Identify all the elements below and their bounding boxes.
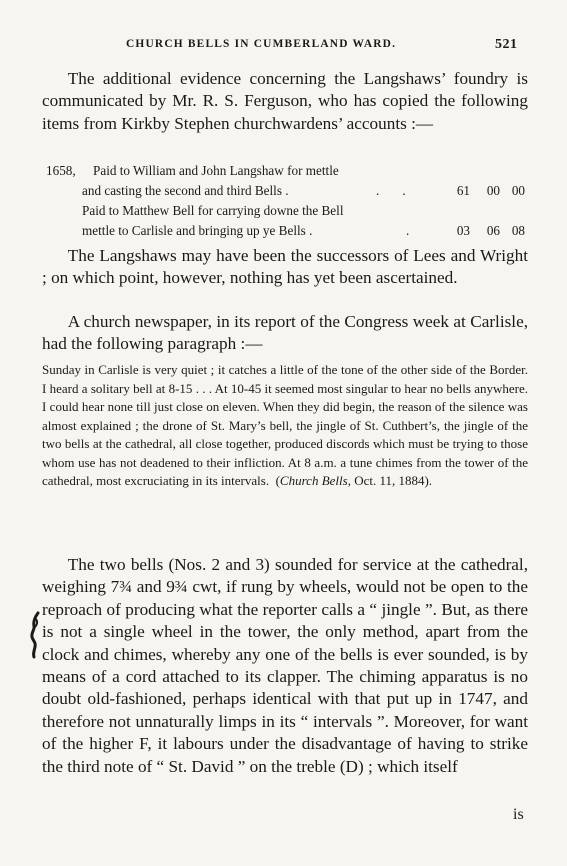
- block-quote: [42, 361, 528, 491]
- quote-citation-rest: , Oct. 11, 1884).: [347, 473, 433, 488]
- accounts-line: Paid to William and John Langshaw for mettle: [93, 163, 339, 178]
- accounts-amount: 08: [511, 223, 525, 238]
- accounts-line: and casting the second and third Bells .: [82, 183, 289, 198]
- accounts-amount: 03: [456, 223, 470, 238]
- accounts-leaders: .: [406, 223, 410, 238]
- accounts-amount: 61: [456, 183, 470, 198]
- accounts-amount: 00: [511, 183, 525, 198]
- margin-pen-mark-icon: [27, 611, 45, 659]
- paragraph-newspaper: A church newspaper, in its report of the Congress week at Carlisle, had the following paragraph :—: [42, 312, 528, 354]
- accounts-leaders: . .: [376, 183, 406, 198]
- page-number: 521: [495, 37, 518, 52]
- paragraph-intro: The additional evidence concerning the Langshaws’ foundry is communicated by Mr. R. S. Ferguson, who has copied the following items from Kirkby Stephen churchwardens’ accounts :—: [42, 69, 528, 133]
- quote-citation-source: Church Bells: [279, 473, 348, 488]
- paragraph-successors: The Langshaws may have been the successors of Lees and Wright ; on which point, however, nothing has yet been ascertained.: [42, 246, 528, 288]
- quote-text: Sunday in Carlisle is very quiet ; it catches a little of the tone of the other side of the Border. I heard a solitary bell at 8-15 . . . At 10-45 it seemed most singular to hear no bells anywhere. I could hear none till just close on eleven. When they did begin, the reason of the silence was almost explained ; the drone of St. Mary’s bell, the jingle of St. Cuthbert’s, the jingle of the two bells at the cathedral, all close together, produced discords which must be trying to those whom use has not deadened to their infliction. At 8 a.m. a tune chimes from the tower of the cathedral, most excruciating in its intervals.: [42, 362, 528, 488]
- accounts-line: Paid to Matthew Bell for carrying downe the Bell: [82, 203, 344, 218]
- accounts-line: mettle to Carlisle and bringing up ye Bells .: [82, 223, 313, 238]
- paragraph-two-bells: The two bells (Nos. 2 and 3) sounded for service at the cathedral, weighing 7¾ and 9¾ cwt, if rung by wheels, would not be open to the reproach of producing what the reporter calls a “ jingle ”. But, as there is not a single wheel in the tower, the only method, apart from the clock and chimes, whereby any one of the bells is ever sounded, is by means of a cord attached to its clapper. The chiming apparatus is no doubt old-fashioned, perhaps identical with that put up in 1747, and therefore not unnaturally limps in its “ intervals ”. Moreover, for want of the higher F, it labours under the disadvantage of having to strike the third note of “ St. David ” on the treble (D) ; which itself: [42, 555, 528, 776]
- catchword: is: [513, 806, 524, 823]
- accounts-year: 1658,: [46, 163, 76, 178]
- accounts-amount: 06: [486, 223, 500, 238]
- accounts-amount: 00: [486, 183, 500, 198]
- quote-citation-open: (: [275, 473, 280, 488]
- running-head: [0, 38, 567, 56]
- running-title: CHURCH BELLS IN CUMBERLAND WARD.: [126, 38, 397, 50]
